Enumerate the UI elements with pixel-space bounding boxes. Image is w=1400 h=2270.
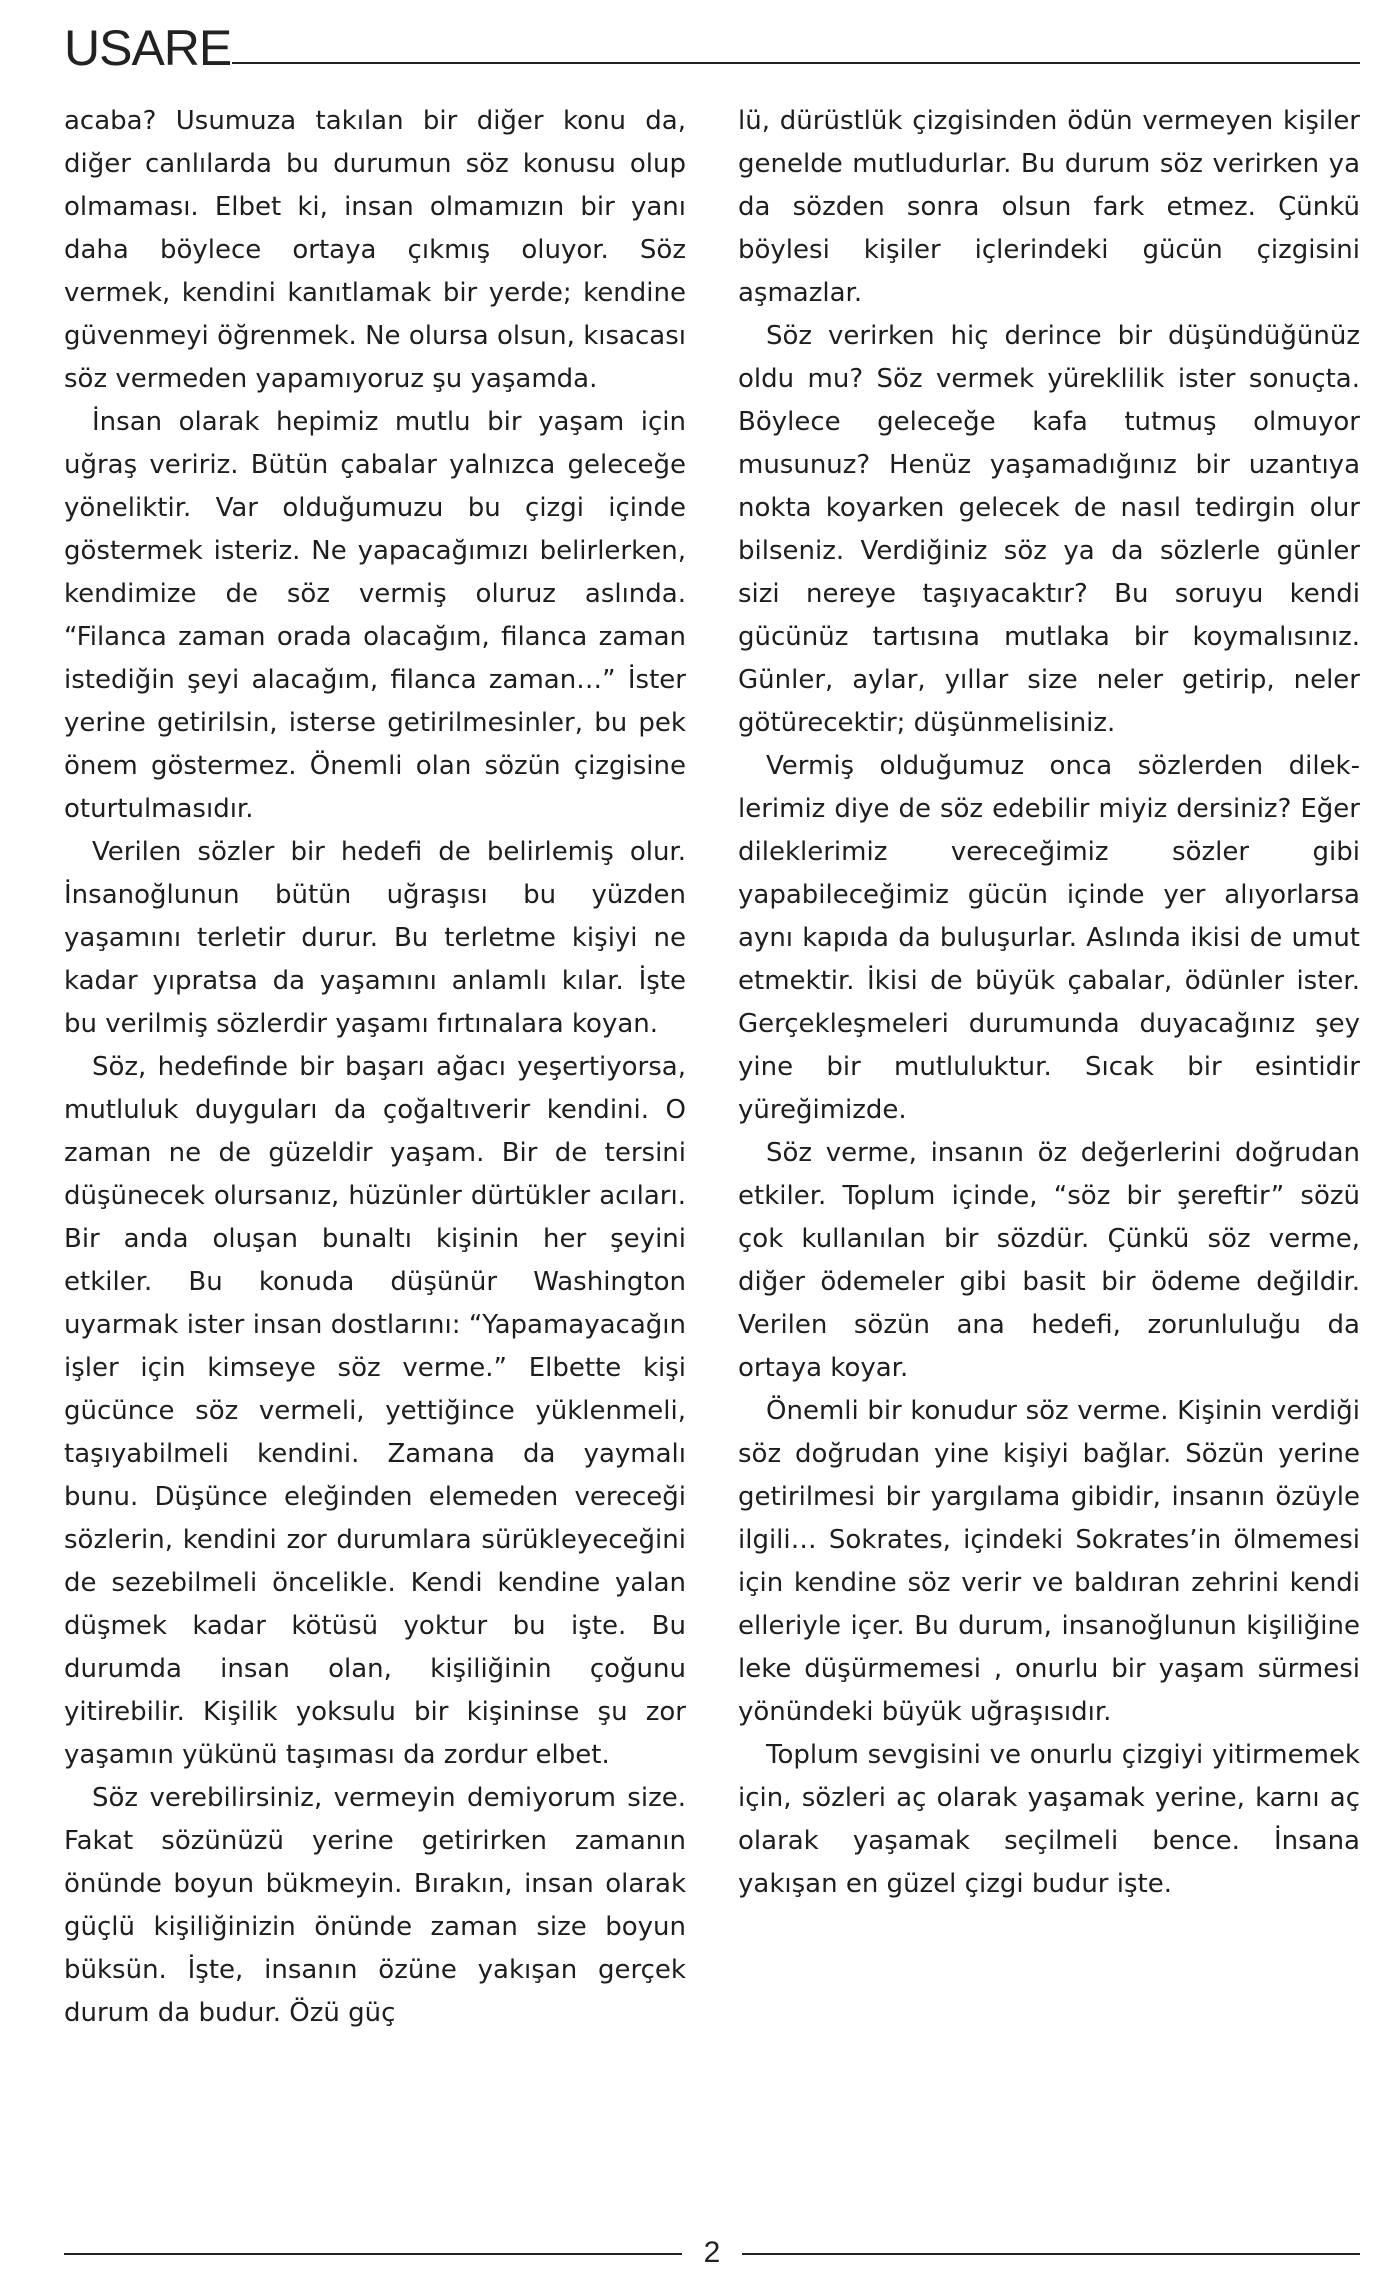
- magazine-title: USARE: [64, 20, 232, 76]
- paragraph: İnsan olarak hepimiz mutlu bir yaşam için uğraş veririz. Bütün çabalar yalnızca geleceğe yöneliktir. Var olduğumuzu bu çizgi içinde göstermek isteriz. Ne yapacağımızı belirlerken, kendimize de söz vermiş oluruz aslında. “Filanca zaman orada olacağım, filanca zaman istediğin şeyi alacağım, filanca zaman…” İster yerine getirilsin, isterse getirilmesinler, bu pek önem göstermez. Önemli olan sözün çizgisine oturtulmasıdır.: [64, 407, 686, 824]
- paragraph: Toplum sevgisini ve onurlu çizgiyi yitirmemek için, sözleri aç olarak yaşamak yerine, karnı aç olarak yaşamak seçilmeli bence. İnsana yakışan en güzel çizgi budur işte.: [738, 1740, 1360, 1899]
- page-footer: [64, 2236, 1360, 2268]
- footer-rule-right: [742, 2253, 1360, 2255]
- page-header: [64, 20, 1360, 76]
- paragraph: Önemli bir konudur söz verme. Kişinin verdiği söz doğrudan yine kişiyi bağlar. Sözün yerine getirilmesi bir yargılama gibidir, insanın özüyle ilgili… Sokrates, içindeki Sokrates’in ölmemesi için kendine söz verir ve baldıran zehrini kendi elleriyle içer. Bu durum, insanoğlunun kişiliğine leke düşürmemesi , onurlu bir yaşam sürmesi yönündeki büyük uğraşısıdır.: [738, 1396, 1360, 1727]
- paragraph: Söz verme, insanın öz değerlerini doğrudan etkiler. Toplum içinde, “söz bir şereftir” sözü çok kullanılan bir sözdür. Çünkü söz verme, diğer ödemeler gibi basit bir ödeme değildir. Verilen sözün ana hedefi, zorunluluğu da ortaya koyar.: [738, 1138, 1360, 1383]
- right-column: [738, 100, 1360, 1906]
- header-rule: [232, 62, 1360, 64]
- page-number: 2: [703, 2236, 721, 2269]
- paragraph: Söz verirken hiç derince bir düşündüğünüz oldu mu? Söz vermek yüreklilik ister sonuçta. Böylece geleceğe kafa tutmuş olmuyor musunuz? Henüz yaşamadığınız bir uzantıya nokta koyarken gelecek de nasıl tedirgin olur bilseniz. Verdiğiniz söz ya da sözlerle günler sizi nereye taşıyacaktır? Bu soruyu kendi gücünüz tartısına mutlaka bir koymalısınız. Günler, aylar, yıllar size neler getirip, neler götürecektir; düşünmelisiniz.: [738, 321, 1360, 738]
- left-column: [64, 100, 686, 2035]
- paragraph: Vermiş olduğumuz onca sözlerden dileklerimiz diye de söz edebilir miyiz dersiniz? Eğer dileklerimiz vereceğimiz sözler gibi yapabileceğimiz gücün içinde yer alıyorlarsa aynı kapıda da buluşurlar. Aslında ikisi de umut etmektir. İkisi de büyük çabalar, ödünler ister. Gerçekleşmeleri durumunda duyacağınız şey yine bir mutluluktur. Sıcak bir esintidir yüreğimizde.: [738, 751, 1360, 1125]
- paragraph: lü, dürüstlük çizgisinden ödün vermeyen kişiler genelde mutludurlar. Bu durum söz verirken ya da sözden sonra olsun fark etmez. Çünkü böylesi kişiler içlerindeki gücün çizgisini aşmazlar.: [738, 106, 1360, 308]
- paragraph: Söz verebilirsiniz, vermeyin demiyorum size. Fakat sözünüzü yerine getirirken zamanın önünde boyun bükmeyin. Bırakın, insan olarak güçlü kişiliğinizin önünde zaman size boyun büksün. İşte, insanın özüne yakışan gerçek durum da budur. Özü güç: [64, 1783, 686, 2028]
- paragraph: Söz, hedefinde bir başarı ağacı yeşertiyorsa, mutluluk duyguları da çoğaltıverir kendini. O zaman ne de güzeldir yaşam. Bir de tersini düşünecek olursanız, hüzünler dürtükler acıları. Bir anda oluşan bunaltı kişinin her şeyini etkiler. Bu konuda düşünür Washington uyarmak ister insan dostlarını: “Yapamayacağın işler için kimseye söz verme.” Elbette kişi gücünce söz vermeli, yettiğince yüklenmeli, taşıyabilmeli kendini. Zamana da yaymalı bunu. Düşünce eleğinden elemeden vereceği sözlerin, kendini zor durumlara sürükleyeceğini de sezebilmeli öncelikle. Kendi kendine yalan düşmek kadar kötüsü yoktur bu işte. Bu durumda insan olan, kişiliğinin çoğunu yitirebilir. Kişilik yoksulu bir kişininse şu zor yaşamın yükünü taşıması da zordur elbet.: [64, 1052, 686, 1770]
- paragraph: acaba? Usumuza takılan bir diğer konu da, diğer canlılarda bu durumun söz konusu olup olmaması. Elbet ki, insan olmamızın bir yanı daha böylece ortaya çıkmış oluyor. Söz vermek, kendini kanıtlamak bir yerde; kendine güvenmeyi öğrenmek. Ne olursa olsun, kısacası söz vermeden yapamıyoruz şu yaşamda.: [64, 106, 686, 394]
- paragraph: Verilen sözler bir hedefi de belirlemiş olur. İnsanoğlunun bütün uğraşısı bu yüzden yaşamını terletir durur. Bu terletme kişiyi ne kadar yıpratsa da yaşamını anlamlı kılar. İşte bu verilmiş sözlerdir yaşamı fırtınalara koyan.: [64, 837, 686, 1039]
- footer-rule-left: [64, 2253, 682, 2255]
